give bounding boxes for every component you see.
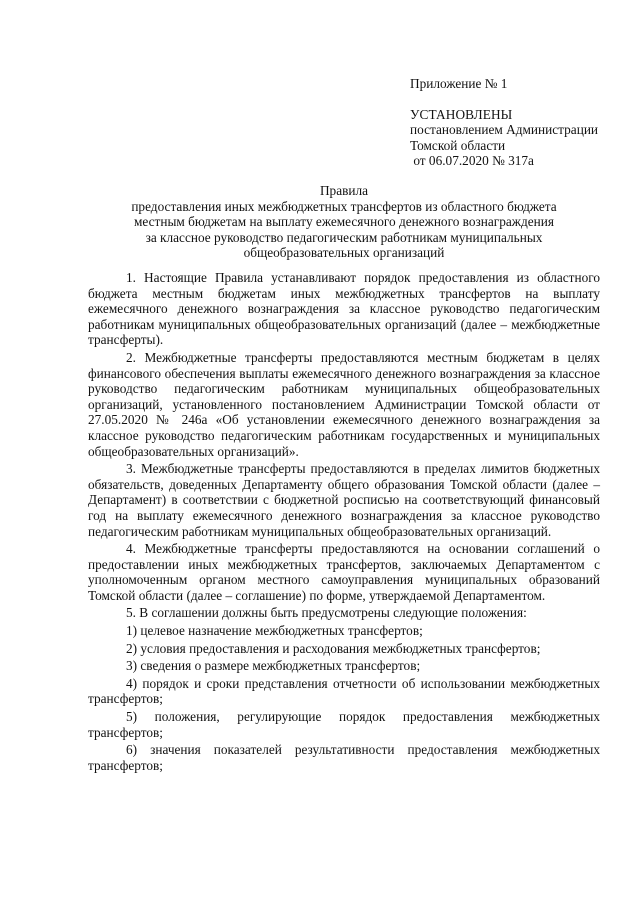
document-title <box>88 183 600 261</box>
document-body <box>88 270 600 775</box>
list-item: 5) положения, регулирующие порядок предоставления межбюджетных трансфертов; <box>88 709 600 740</box>
title-line: общеобразовательных организаций <box>243 245 445 261</box>
list-item: 6) значения показателей результативности предоставления межбюджетных трансфертов; <box>88 742 600 773</box>
title-line: местным бюджетам на выплату ежемесячного денежного вознаграждения <box>133 214 554 230</box>
annex-label: Приложение № 1 <box>410 76 508 91</box>
paragraph-5: 5. В соглашении должны быть предусмотрены следующие положения: <box>126 605 527 621</box>
approval-line: от 06.07.2020 № 317а <box>410 153 534 168</box>
paragraph-2: 2. Межбюджетные трансферты предоставляются местным бюджетам в целях финансового обеспечения выплаты ежемесячного денежного вознаграждения за классное руководство педагогическим работникам муниципальных общеобразовательных организаций, установленного постановлением Администрации Томской области от 27.05.2020 № 246а «Об установлении ежемесячного денежного вознаграждения за классное руководство педагогическим работникам государственных и муниципальных общеобразовательных организаций». <box>88 349 600 459</box>
approval-line: постановлением Администрации <box>410 122 599 137</box>
paragraph-1: 1. Настоящие Правила устанавливают порядок предоставления из областного бюджета местным бюджетам иных межбюджетных трансфертов на выплату ежемесячного денежного вознаграждения за классное руководство педагогическим работникам муниципальных общеобразовательных организаций (далее – межбюджетные трансферты). <box>88 270 600 348</box>
paragraph-3: 3. Межбюджетные трансферты предоставляются в пределах лимитов бюджетных обязательств, доведенных Департаменту общего образования Томской области (далее – Департамент) в соответствии с бюджетной росписью на соответствующий финансовый год на выплату ежемесячного денежного вознаграждения за классное руководство педагогическим работникам муниципальных общеобразовательных организаций. <box>88 461 600 539</box>
paragraph-4: 4. Межбюджетные трансферты предоставляются на основании соглашений о предоставлении иных межбюджетных трансфертов, заключаемых Департаментом с уполномоченным органом местного самоуправления муниципальных образований Томской области (далее – соглашение) по форме, утверждаемой Департаментом. <box>88 541 600 603</box>
list-item: 4) порядок и сроки представления отчетности об использовании межбюджетных трансфертов; <box>88 675 600 707</box>
approval-line: Томской области <box>410 137 506 153</box>
list-item: 1) целевое назначение межбюджетных трансфертов; <box>126 623 423 639</box>
list-item: 2) условия предоставления и расходования межбюджетных трансфертов; <box>126 640 541 656</box>
list-item: 3) сведения о размере межбюджетных трансфертов; <box>126 658 421 674</box>
approval-block <box>410 76 620 169</box>
title-heading: Правила <box>319 183 369 198</box>
title-line: предоставления иных межбюджетных трансфертов из областного бюджета <box>131 198 557 214</box>
title-line: за классное руководство педагогическим работникам муниципальных <box>145 229 543 245</box>
approved-heading: УСТАНОВЛЕНЫ <box>410 106 513 122</box>
